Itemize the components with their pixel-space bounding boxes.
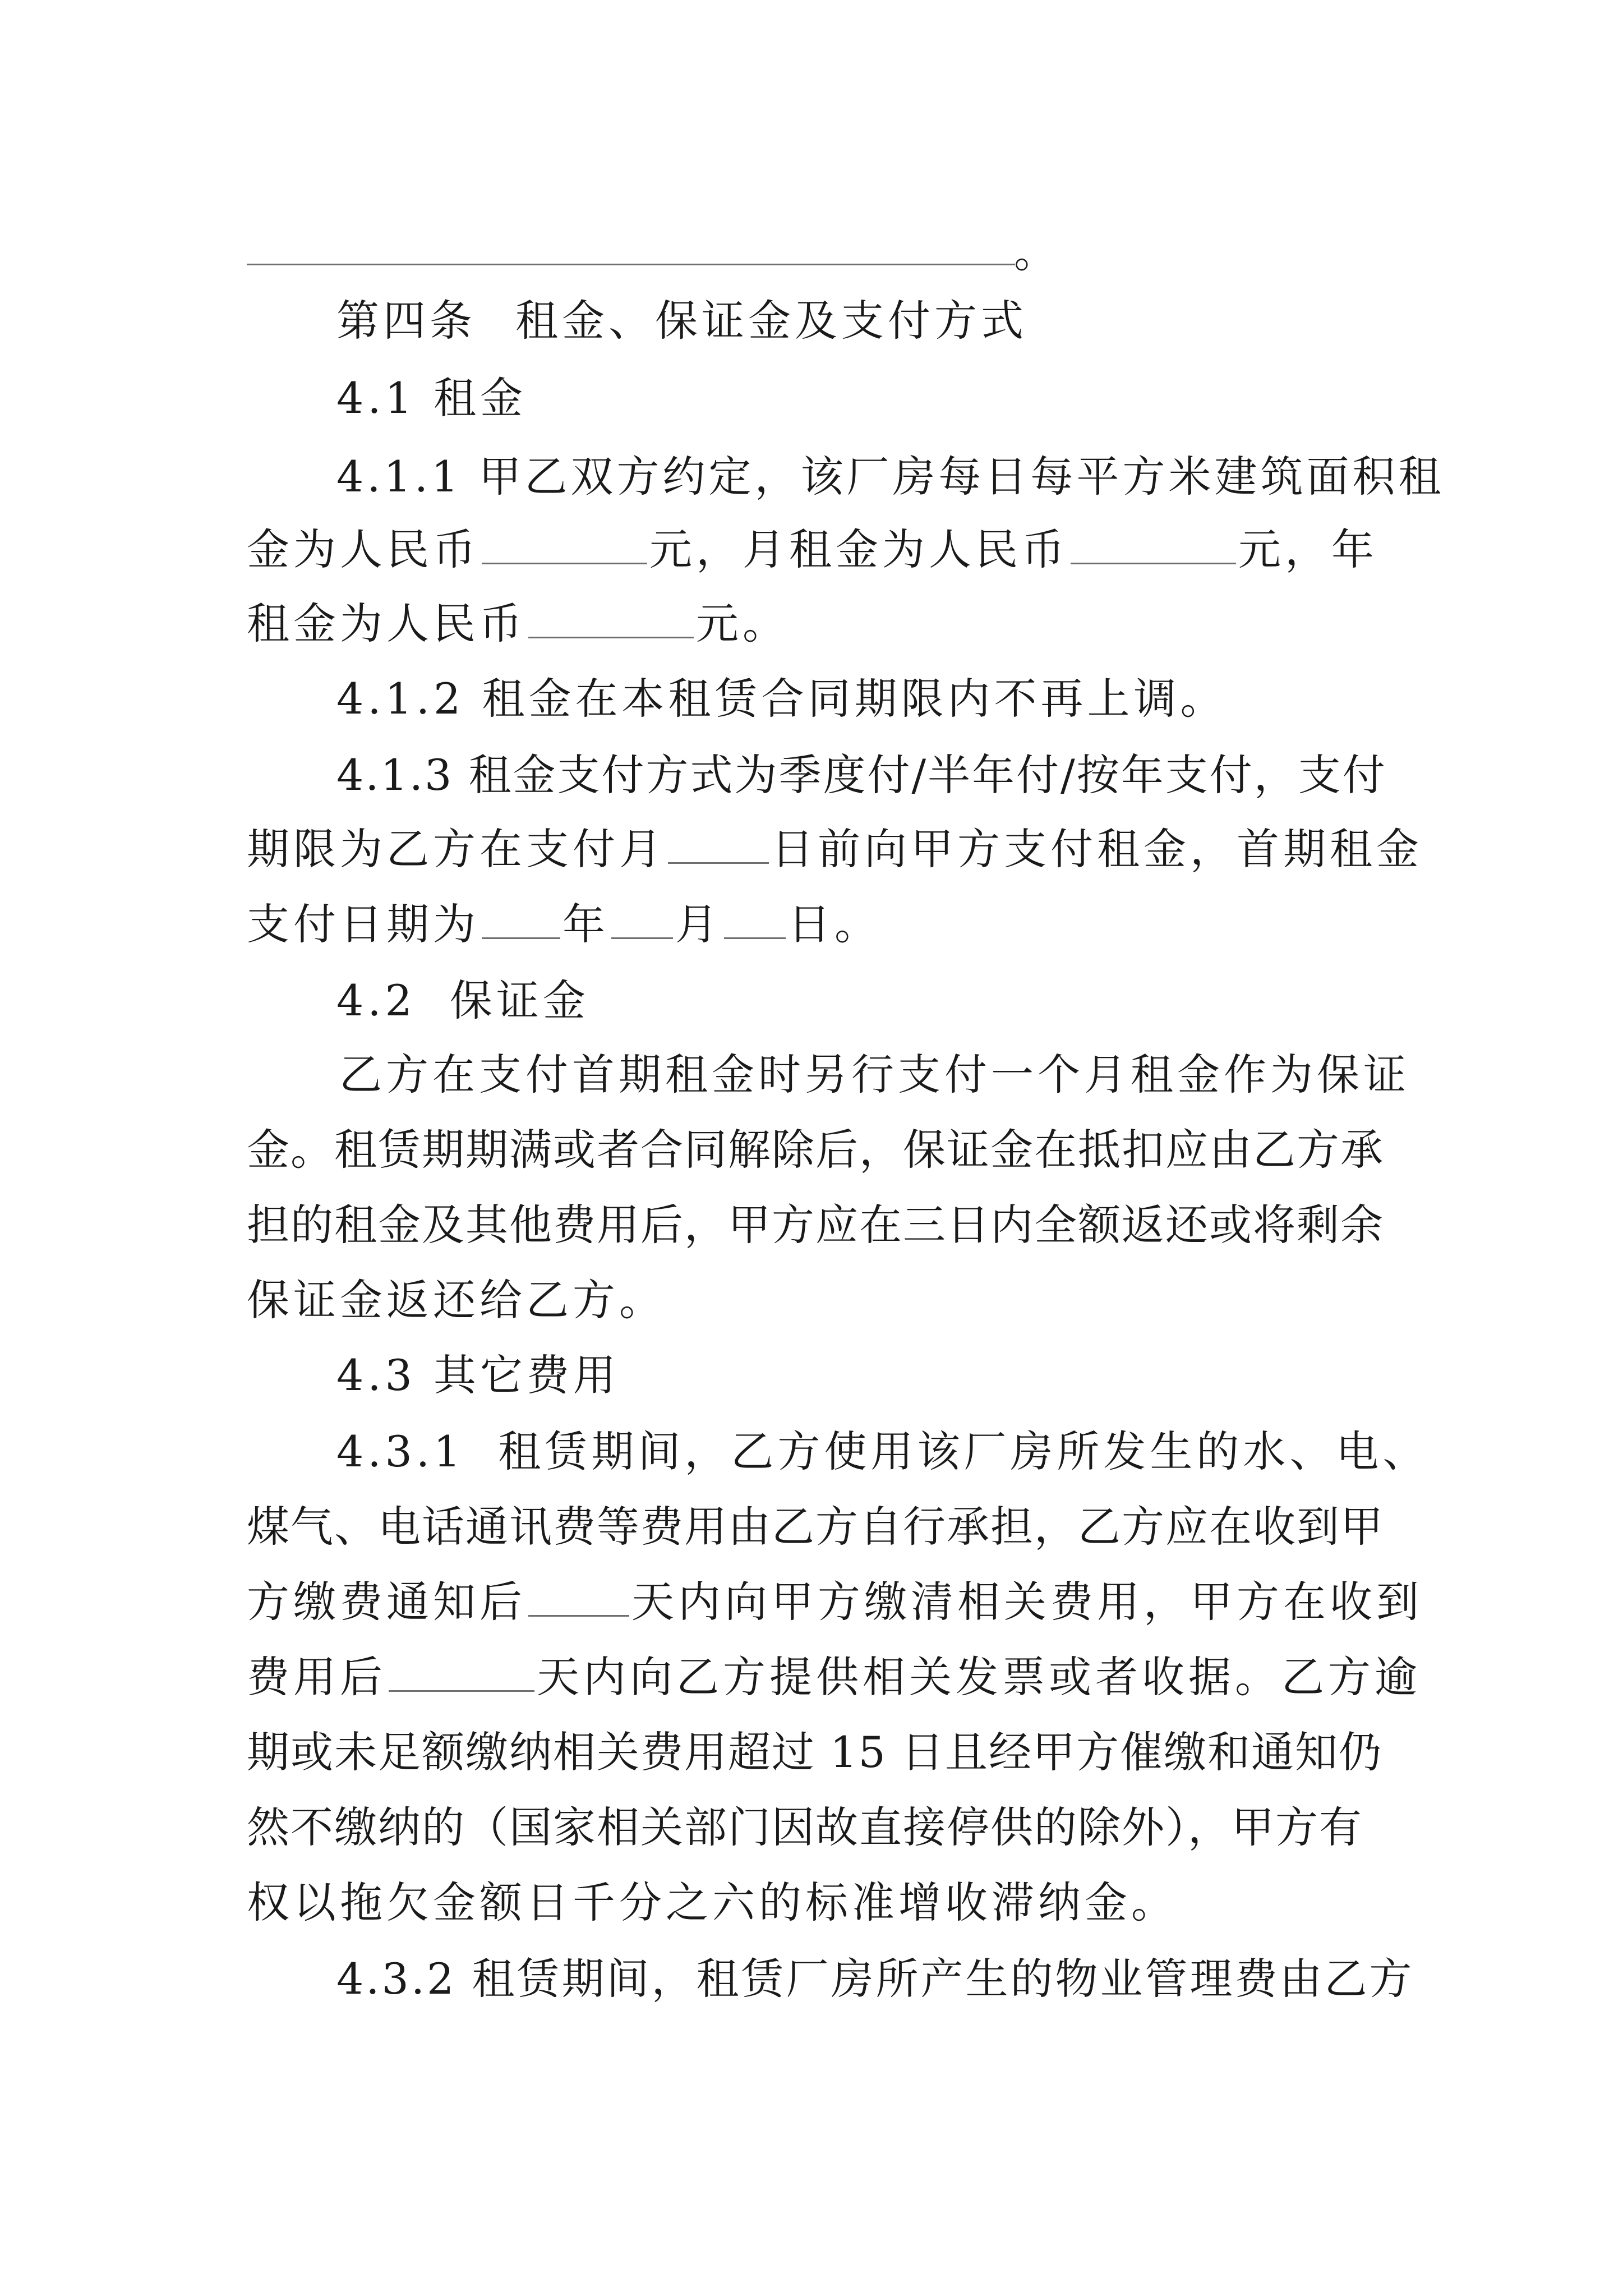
article-heading [336, 293, 1027, 349]
fill-in-blank-line [247, 264, 1015, 265]
clause-4-3-1-line-5: 期或未足额缴纳相关费用超过 15 日且经甲方催缴和通知仍 [247, 1727, 1383, 1777]
blank-daily-rent[interactable] [482, 528, 647, 564]
blank-annual-rent[interactable] [528, 602, 694, 638]
clause-4-3-1-line-1: 4.3.1 租赁期间，乙方使用该厂房所发生的水、电、 [336, 1427, 1430, 1476]
blank-invoice-days[interactable] [389, 1655, 534, 1692]
blank-first-month[interactable] [611, 903, 673, 939]
clause-4-3-1-line-3: 方缴费通知后 天内向甲方缴清相关费用，甲方在收到 [247, 1577, 1423, 1627]
article-title: 租金、保证金及支付方式 [515, 296, 1027, 346]
period-mark: 。 [1014, 227, 1061, 277]
clause-4-1-3-line-3: 支付日期为 年 月 日。 [247, 899, 881, 949]
blank-first-year[interactable] [482, 903, 560, 939]
deposit-line-3: 担的租金及其他费用后，甲方应在三日内全额返还或将剩余 [247, 1200, 1384, 1250]
clause-4-1-3-line-2: 期限为乙方在支付月 日前向甲方支付租金，首期租金 [247, 824, 1423, 874]
deposit-line-4: 保证金返还给乙方。 [247, 1275, 666, 1325]
clause-4-3-2-line-1: 4.3.2 租赁期间，租赁厂房所产生的物业管理费由乙方 [336, 1954, 1414, 2004]
clause-4-3-1-line-7: 权以拖欠金额日千分之六的标准增收滞纳金。 [247, 1878, 1178, 1927]
clause-4-1-2: 4.1.2 租金在本租赁合同期限内不再上调。 [336, 674, 1227, 724]
clause-4-1-1-line-2: 金为人民币 元，月租金为人民币 元，年 [247, 524, 1378, 574]
blank-payment-day[interactable] [668, 827, 769, 864]
section-title-4-3: 4.3 其它费用 [336, 1350, 620, 1400]
section-title-4-1: 4.1 租金 [336, 373, 527, 423]
blank-fee-days[interactable] [528, 1580, 629, 1617]
section-title-4-2: 4.2 保证金 [336, 976, 589, 1025]
article-number: 第四条 [336, 296, 476, 346]
blank-first-day[interactable] [724, 903, 786, 939]
clause-4-3-1-line-6: 然不缴纳的（国家相关部门因故直接停供的除外），甲方有 [247, 1802, 1363, 1852]
deposit-line-1: 乙方在支付首期租金时另行支付一个月租金作为保证 [339, 1050, 1410, 1099]
clause-4-1-1-line-3: 租金为人民币 元。 [247, 599, 789, 648]
clause-4-3-1-line-4: 费用后 天内向乙方提供相关发票或者收据。乙方逾 [247, 1652, 1421, 1702]
clause-4-3-1-line-2: 煤气、电话通讯费等费用由乙方自行承担，乙方应在收到甲 [247, 1502, 1384, 1552]
clause-4-1-3-line-1: 4.1.3 租金支付方式为季度付/半年付/按年支付，支付 [336, 750, 1387, 800]
clause-4-1-1-line-1: 4.1.1 甲乙双方约定，该厂房每日每平方米建筑面积租 [336, 452, 1445, 501]
deposit-line-2: 金。租赁期期满或者合同解除后，保证金在抵扣应由乙方承 [247, 1125, 1384, 1175]
blank-monthly-rent[interactable] [1071, 528, 1236, 564]
